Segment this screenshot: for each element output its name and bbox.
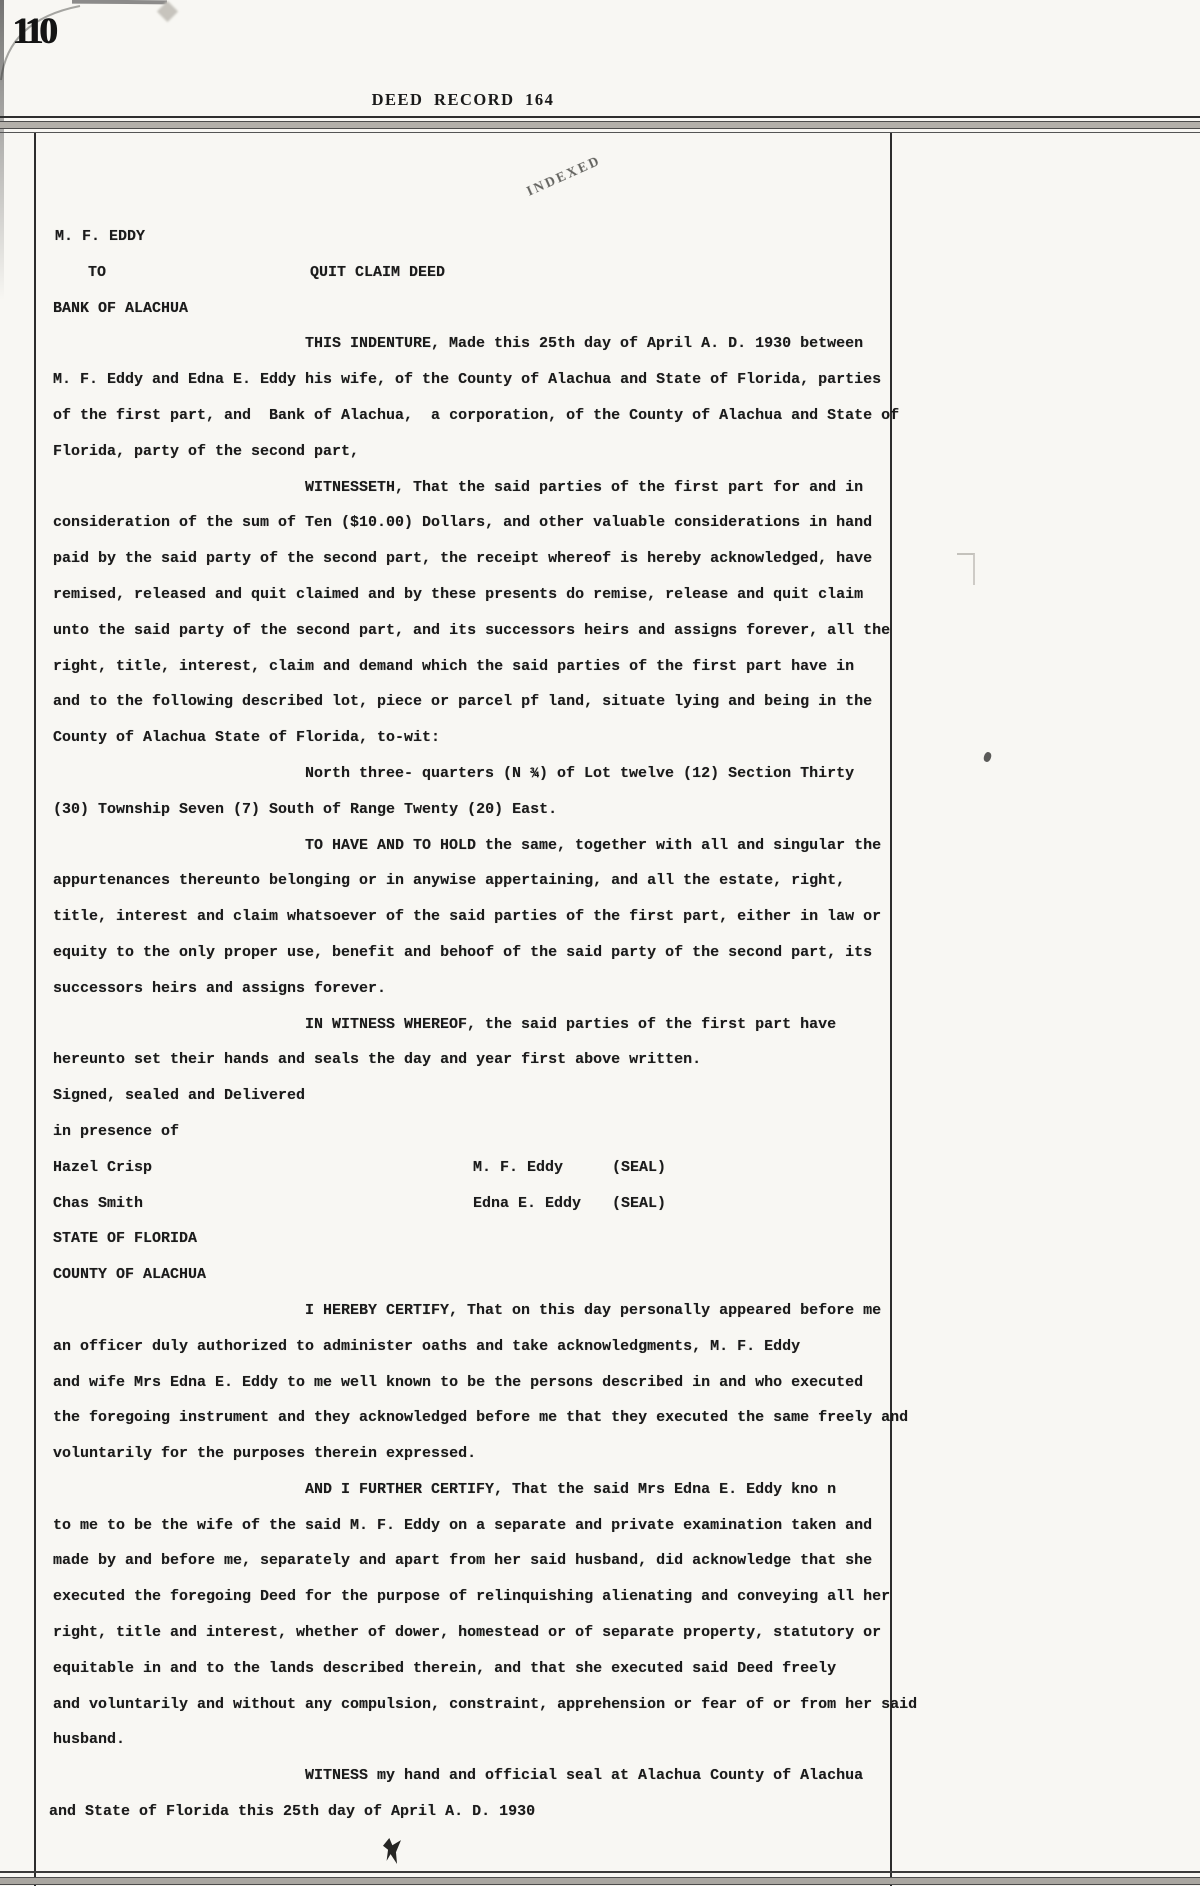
body-line: husband.: [53, 1731, 126, 1749]
body-line: Signed, sealed and Delivered: [53, 1087, 306, 1105]
body-line: THIS INDENTURE, Made this 25th day of April A. D. 1930 between: [305, 335, 864, 353]
body-line: in presence of: [53, 1122, 180, 1140]
top-rule-line: [0, 116, 1200, 118]
body-line: to me to be the wife of the said M. F. Eddy on a separate and private examination taken and: [53, 1516, 873, 1534]
deed-body: [49, 219, 918, 1830]
left-margin-rule: [34, 133, 36, 1886]
body-line: and wife Mrs Edna E. Eddy to me well known to be the persons described in and who executed: [53, 1373, 864, 1391]
bottom-rule-band: [0, 1877, 1200, 1885]
body-line: equity to the only proper use, benefit and behoof of the said party of the second part, its: [53, 943, 873, 961]
grantee-name: BANK OF ALACHUA: [53, 299, 189, 317]
body-line: executed the foregoing Deed for the purpose of relinquishing alienating and conveying all her: [53, 1588, 891, 1606]
body-line: IN WITNESS WHEREOF, the said parties of the first part have: [305, 1015, 837, 1033]
body-line: and voluntarily and without any compulsion, constraint, apprehension or fear of or from her said: [53, 1695, 918, 1713]
body-line: M. F. Eddy and Edna E. Eddy his wife, of the County of Alachua and State of Florida, parties: [53, 371, 882, 389]
body-line: appurtenances thereunto belonging or in anywise appertaining, and all the estate, right,: [53, 872, 846, 890]
body-line: right, title and interest, whether of dower, homestead or of separate property, statutory or: [53, 1624, 882, 1642]
body-line: the foregoing instrument and they acknowledged before me that they executed the same freely and: [53, 1409, 909, 1427]
body-line: an officer duly authorized to administer oaths and take acknowledgments, M. F. Eddy: [53, 1337, 801, 1355]
body-line: equitable in and to the lands described therein, and that she executed said Deed freely: [53, 1659, 837, 1677]
body-line: WITNESSETH, That the said parties of the first part for and in: [305, 478, 864, 496]
body-line: WITNESS my hand and official seal at Alachua County of Alachua: [305, 1767, 864, 1785]
body-line: and State of Florida this 25th day of April A. D. 1930: [49, 1803, 536, 1821]
top-rule-band: [0, 121, 1200, 129]
body-line: COUNTY OF ALACHUA: [53, 1266, 207, 1284]
title-row: TO QUIT CLAIM DEED: [88, 263, 446, 281]
body-line: title, interest and claim whatsoever of the said parties of the first part, either in law or: [53, 908, 882, 926]
indexed-stamp: INDEXED: [524, 152, 604, 199]
body-line: North three- quarters (N ¾) of Lot twelve (12) Section Thirty: [305, 764, 855, 782]
body-line: TO HAVE AND TO HOLD the same, together with all and singular the: [305, 836, 882, 854]
body-line: paid by the said party of the second part, the receipt whereof is hereby acknowledged, have: [53, 550, 873, 568]
body-line: STATE OF FLORIDA: [53, 1230, 198, 1248]
book-header: DEED RECORD 164: [371, 90, 555, 109]
page-number: 110: [12, 11, 54, 52]
body-line: of the first part, and Bank of Alachua, a corporation, of the County of Alachua and State of: [53, 406, 900, 424]
body-line: County of Alachua State of Florida, to-wit:: [53, 729, 441, 747]
bottom-rule-line: [0, 1871, 1200, 1873]
body-line: (30) Township Seven (7) South of Range Twenty (20) East.: [53, 800, 558, 818]
body-line: and to the following described lot, piece or parcel pf land, situate lying and being in the: [53, 693, 873, 711]
body-line: voluntarily for the purposes therein expressed.: [53, 1445, 477, 1463]
top-rule-line-2: [0, 132, 1200, 133]
body-line: I HEREBY CERTIFY, That on this day personally appeared before me: [305, 1301, 882, 1319]
grantor-name: M. F. EDDY: [55, 228, 146, 245]
body-line: Florida, party of the second part,: [53, 442, 360, 460]
body-line: unto the said party of the second part, and its successors heirs and assigns forever, all the: [53, 621, 891, 639]
scan-edge-shadow: [0, 0, 4, 300]
signature-row: Chas Smith Edna E. Eddy (SEAL): [53, 1194, 667, 1212]
body-line: made by and before me, separately and apart from her said husband, did acknowledge that she: [53, 1552, 873, 1570]
body-line: right, title, interest, claim and demand which the said parties of the first part have in: [53, 657, 855, 675]
body-line: AND I FURTHER CERTIFY, That the said Mrs Edna E. Eddy kno n: [305, 1480, 837, 1498]
ink-blot: [383, 1838, 401, 1864]
body-line: remised, released and quit claimed and by these presents do remise, release and quit claim: [53, 585, 864, 603]
ink-speck: [983, 751, 993, 763]
signature-row: Hazel Crisp M. F. Eddy (SEAL): [53, 1158, 667, 1176]
scan-top-streak: [72, 0, 167, 4]
body-line: hereunto set their hands and seals the day and year first above written.: [53, 1051, 702, 1069]
margin-bracket-mark: [957, 553, 975, 585]
body-line: consideration of the sum of Ten ($10.00) Dollars, and other valuable considerations in hand: [53, 514, 873, 532]
body-line: successors heirs and assigns forever.: [53, 979, 387, 997]
